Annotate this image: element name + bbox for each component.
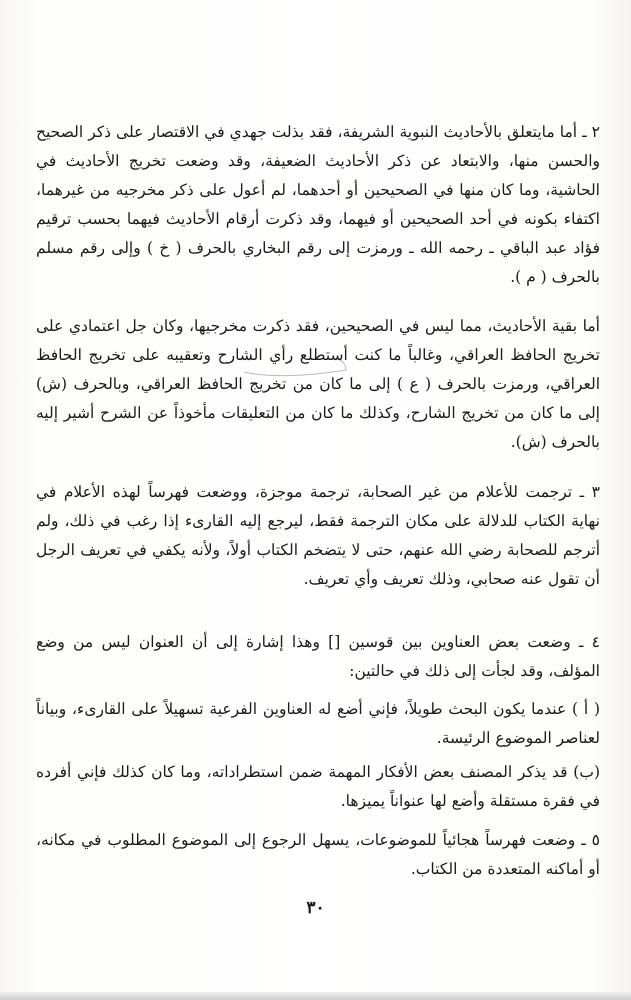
paragraph-text: ٣ ـ ترجمت للأعلام من غير الصحابة، ترجمة موجزة، ووضعت فهرساً لهذه الأعلام في نهاية الكتاب للدلالة على مكان الترجمة فقط، ليرجع إليه القارىء إذا رغب في ذلك، ولم أترجم للصحابة رضي الله عنهم، حتى لا يتضخم الكتاب أولاً، ولأنه يكفي في تعريف الرجل أن تقول عنه صحابي، وذلك تعريف وأي تعريف. (36, 483, 600, 588)
paragraph-biographies (36, 478, 600, 594)
paragraph-text: ٢ ـ أما مايتعلق بالأحاديث النبوية الشريفة، فقد بذلت جهدي في الاقتصار على ذكر الصحيح والحسن منها، والابتعاد عن ذكر الأحاديث الضعيفة، وقد وضعت تخريج الأحاديث في الحاشية، وما كان منها في الصحيحين أو أحدهما، لم أعول على ذكر مخرجيه من غيرهما، اكتفاء بكونه في أحد الصحيحين أو فيهما، وقد ذكرت أرقام الأحاديث فيهما بحسب ترقيم فؤاد عبد الباقي ـ رحمه الله ـ ورمزت إلى رقم البخاري بالحرف ( خ ) وإلى رقم مسلم بالحرف ( م ). (36, 123, 600, 286)
paragraph-text: ( أ ) عندما يكون البحث طويلاً، فإني أضع له العناوين الفرعية تسهيلاً على القارىء، وبياناً لعناصر الموضوع الرئيسة. (36, 700, 600, 747)
paragraph-text: ٥ ـ وضعت فهرساً هجائياً للموضوعات، يسهل الرجوع إلى الموضوع المطلوب في مكانه، أو أماكنه المتعددة من الكتاب. (36, 831, 600, 878)
paragraph-topic-index (36, 826, 600, 884)
paragraph-case-b (36, 758, 600, 816)
paragraph-text: ٤ ـ وضعت بعض العناوين بين قوسين [] وهذا إشارة إلى أن العنوان ليس من وضع المؤلف، وقد لجأت إلى ذلك في حالتين: (36, 633, 600, 680)
page-number: ٣٠ (306, 898, 325, 918)
paragraph-hadith-sources (36, 118, 600, 292)
page-bottom-edge (0, 992, 631, 1000)
paragraph-text: (ب) قد يذكر المصنف بعض الأفكار المهمة ضمن استطراداته، وما كان كذلك فإني أفرده في فقرة مستقلة وأضع لها عنواناً يميزها. (36, 763, 600, 810)
paragraph-text: أما بقية الأحاديث، مما ليس في الصحيحين، فقد ذكرت مخرجيها، وكان جل اعتمادي على تخريج الحافظ العراقي، وغالباً ما كنت أستطلع رأي الشارح وتعقيبه على تخريج الحافظ العراقي، ورمزت بالحرف ( ع ) إلى ما كان من تخريج الحافظ العراقي، وبالحرف (ش) إلى ما كان من تخريج الشارح، وكذلك ما كان من التعليقات مأخوذاً عن الشرح أشير إليه بالحرف (ش). (36, 317, 600, 451)
paragraph-case-a (36, 695, 600, 753)
paragraph-other-hadiths (36, 312, 600, 457)
paragraph-headings (36, 628, 600, 686)
